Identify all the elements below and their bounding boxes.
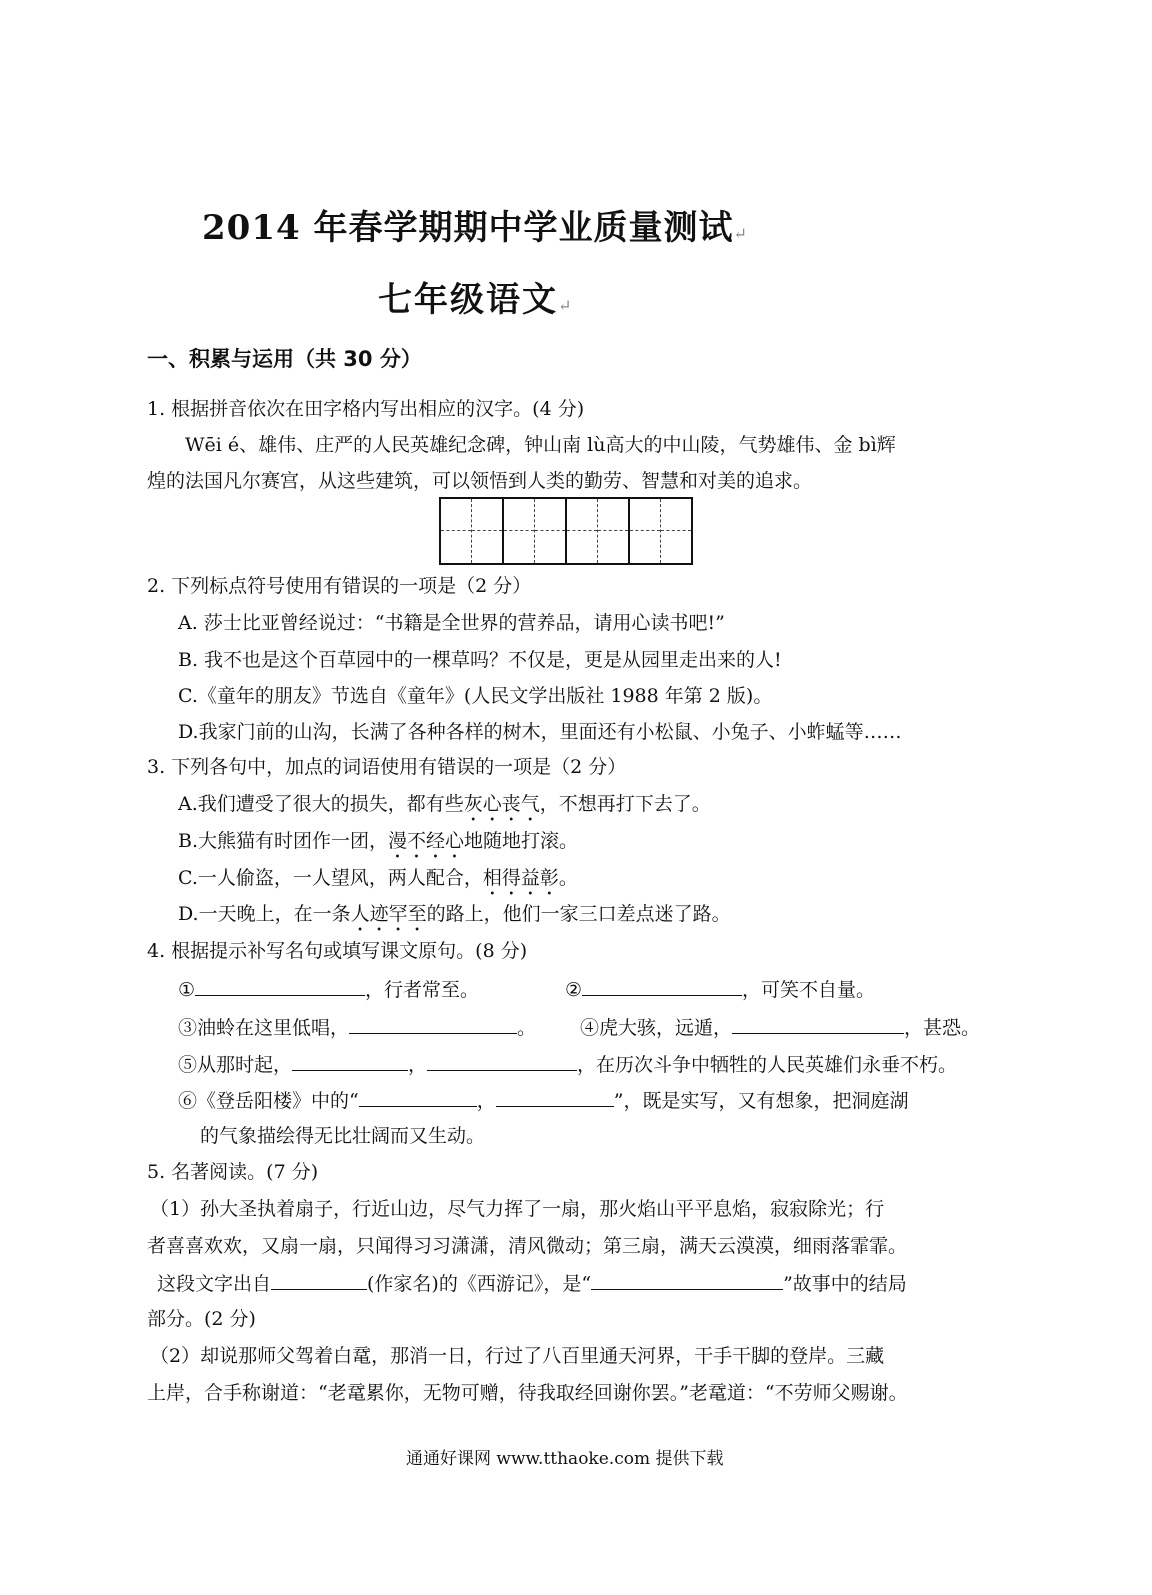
answer-blank[interactable]: [591, 1271, 783, 1290]
page-subtitle: 七年级语文↵: [378, 280, 574, 320]
q4-item-6: ⑥《登岳阳楼》中的“ ， ”，既是实写，又有想象，把洞庭湖: [178, 1090, 909, 1112]
q3-option-a: A.我们遭受了很大的损失，都有些灰心丧气，不想再打下去了。: [178, 793, 711, 815]
answer-blank[interactable]: [195, 977, 365, 996]
tianzige-grid[interactable]: [439, 497, 693, 565]
q4-stem: 4. 根据提示补写名句或填写课文原句。(8 分): [147, 940, 528, 962]
answer-blank[interactable]: [292, 1052, 408, 1071]
grid-cell[interactable]: [661, 499, 691, 563]
q1-passage-line1: Wēi é、雄伟、庄严的人民英雄纪念碑，钟山南 lù高大的中山陵，气势雄伟、金 bì辉: [185, 434, 896, 456]
answer-blank[interactable]: [582, 977, 742, 996]
q5-passage1-line1: （1）孙大圣执着扇子，行近山边，尽气力挥了一扇，那火焰山平平息焰，寂寂除光；行: [150, 1198, 885, 1220]
q3-option-d: D.一天晚上，在一条人迹罕至的路上，他们一家三口差点迷了路。: [178, 903, 731, 925]
answer-blank[interactable]: [349, 1015, 517, 1034]
q4-item-6-line2: 的气象描绘得无比壮阔而又生动。: [200, 1125, 486, 1147]
q5-passage2-line1: （2）却说那师父驾着白鼋，那消一日，行过了八百里通天河界，干手干脚的登岸。三藏: [150, 1345, 885, 1367]
q5-passage2-line2: 上岸，合手称谢道：“老鼋累你，无物可赠，待我取经回谢你罢。”老鼋道：“不劳师父赐谢。: [147, 1382, 908, 1404]
answer-blank[interactable]: [732, 1015, 904, 1034]
grid-cell[interactable]: [504, 499, 535, 563]
q4-item-4: ④虎大骇，远遁， ，甚恐。: [580, 1017, 981, 1039]
q5-stem: 5. 名著阅读。(7 分): [147, 1161, 319, 1183]
q3-option-c: C.一人偷盗，一人望风，两人配合，相得益彰。: [178, 867, 578, 889]
answer-blank[interactable]: [359, 1088, 477, 1107]
answer-blank[interactable]: [496, 1088, 614, 1107]
footer-credit: 通通好课网 www.tthaoke.com 提供下载: [406, 1449, 724, 1469]
q4-item-3: ③油蛉在这里低唱， 。: [178, 1017, 537, 1039]
q3-stem: 3. 下列各句中，加点的词语使用有错误的一项是（2 分）: [147, 756, 627, 778]
grid-cell[interactable]: [535, 499, 567, 563]
q1-passage-line2: 煌的法国凡尔赛宫，从这些建筑，可以领悟到人类的勤劳、智慧和对美的追求。: [147, 470, 813, 492]
q2-option-d: D.我家门前的山沟，长满了各种各样的树木，里面还有小松鼠、小兔子、小蚱蜢等……: [178, 721, 902, 743]
q5-passage1-line4: 部分。(2 分): [147, 1308, 256, 1330]
page-title: 2014 年春学期期中学业质量测试↵: [202, 208, 748, 248]
answer-blank[interactable]: [271, 1271, 367, 1290]
q5-passage1-line3: 这段文字出自 (作家名)的《西游记》，是“ ”故事中的结局: [157, 1273, 907, 1295]
grid-cell[interactable]: [630, 499, 661, 563]
q3-option-b: B.大熊猫有时团作一团，漫不经心地随地打滚。: [178, 830, 579, 852]
q4-item-1: ① ，行者常至。: [178, 979, 480, 1001]
q2-option-b: B. 我不也是这个百草园中的一棵草吗？不仅是，更是从园里走出来的人!: [178, 649, 782, 671]
grid-cell[interactable]: [567, 499, 598, 563]
q2-stem: 2. 下列标点符号使用有错误的一项是（2 分）: [147, 575, 532, 597]
grid-cell[interactable]: [472, 499, 504, 563]
q1-stem: 1. 根据拼音依次在田字格内写出相应的汉字。(4 分): [147, 398, 585, 420]
q4-item-2: ② ，可笑不自量。: [565, 979, 876, 1001]
answer-blank[interactable]: [427, 1052, 577, 1071]
grid-cell[interactable]: [441, 499, 472, 563]
q4-item-5: ⑤从那时起， ， ，在历次斗争中牺牲的人民英雄们永垂不朽。: [178, 1054, 958, 1076]
q5-passage1-line2: 者喜喜欢欢，又扇一扇，只闻得习习潇潇，清风微动；第三扇，满天云漠漠，细雨落霏霏。: [147, 1235, 908, 1257]
section-heading: 一、积累与运用（共 30 分）: [147, 347, 422, 371]
q2-option-a: A. 莎士比亚曾经说过：“书籍是全世界的营养品，请用心读书吧!”: [178, 612, 725, 634]
grid-cell[interactable]: [598, 499, 630, 563]
q2-option-c: C.《童年的朋友》节选自《童年》(人民文学出版社 1988 年第 2 版)。: [178, 685, 773, 707]
